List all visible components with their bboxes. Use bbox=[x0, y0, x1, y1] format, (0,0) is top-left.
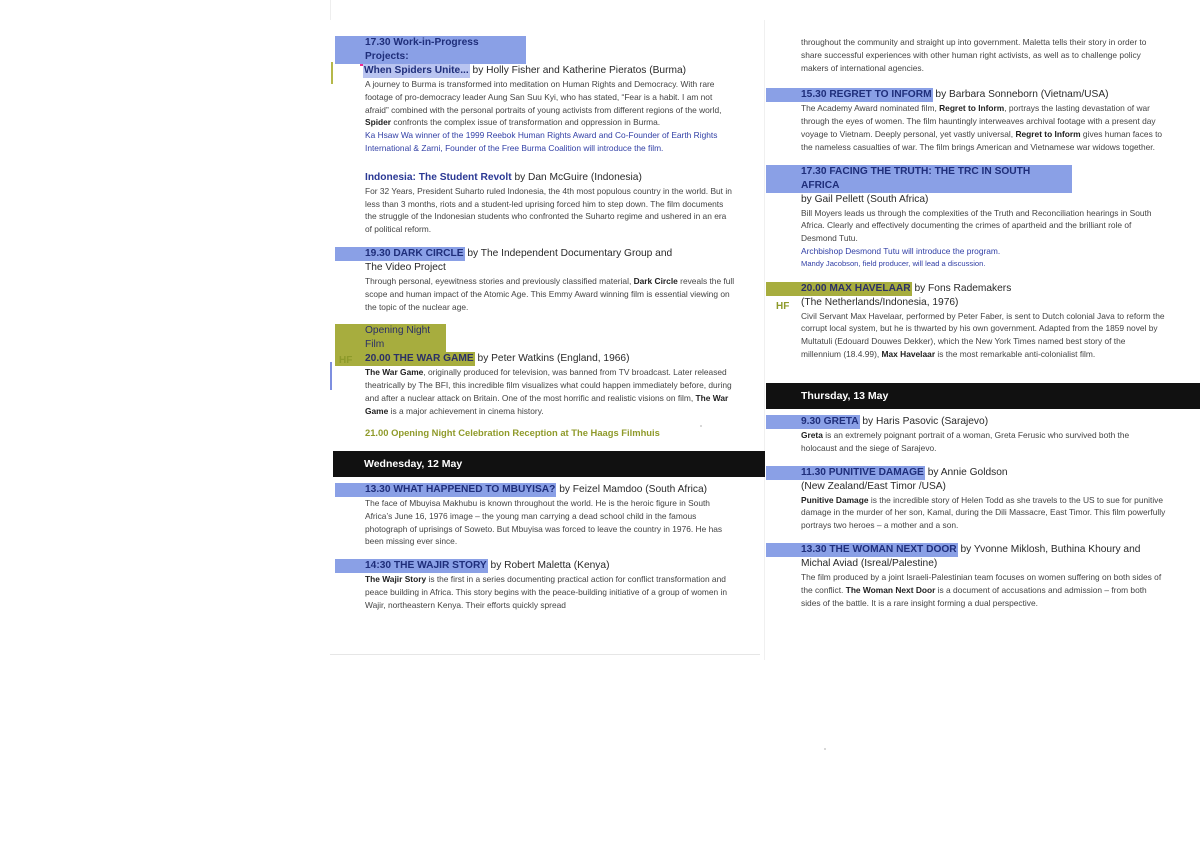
film-introduction: Ka Hsaw Wa winner of the 1999 Reebok Human Rights Award and Co-Founder of Earth Rights International & Zarni, Founder of the Free Burma Coalition will introduce the film. bbox=[365, 130, 718, 153]
film-byline: by Fons Rademakers bbox=[911, 282, 1012, 294]
program-entry bbox=[801, 165, 1166, 271]
program-entry bbox=[801, 466, 1166, 532]
film-byline: by Annie Goldson bbox=[924, 466, 1008, 478]
film-byline-continued: The Video Project bbox=[365, 261, 446, 273]
film-title: 13.30 WHAT HAPPENED TO MBUYISA? bbox=[335, 483, 556, 497]
right-column-lower bbox=[801, 415, 1166, 620]
film-description: Bill Moyers leads us through the complexities of the Truth and Reconciliation hearings in South Africa. Clearly and effectively documenting the crimes of apartheid and the brilliant role of Desmond Tutu. bbox=[801, 207, 1152, 244]
film-description: For 32 Years, President Suharto ruled Indonesia, the 4th most populous country in the world. But in less than 3 months, riots and a student-led uprising forced him to step down. The film documents the struggle of the Indonesian students who confronted the Suharto regime and ushered in an era of political reform. bbox=[365, 185, 732, 235]
program-entry bbox=[801, 88, 1166, 153]
film-byline-continued: Michal Aviad (Isreal/Palestine) bbox=[801, 557, 938, 569]
film-title: 20.00 MAX HAVELAAR bbox=[766, 282, 912, 296]
film-title: When Spiders Unite... bbox=[364, 65, 469, 76]
time-heading: 17.30 Work-in-Progress Projects: bbox=[335, 36, 526, 64]
program-entry bbox=[365, 247, 735, 313]
left-column bbox=[365, 36, 735, 451]
film-title: 15.30 REGRET TO INFORM bbox=[766, 88, 933, 102]
program-entry bbox=[365, 559, 735, 611]
film-description: A journey to Burma is transformed into meditation on Human Rights and Democracy. With rare footage of pro-democracy leader Aung San Suu Kyi, who has stated, “Fear is a habit. I am not afraid” combined with the personal portraits of young activists from different regions of the world, Spider confronts the complex issue of transformation and oppression in Burma. bbox=[365, 79, 722, 128]
venue-badge: HF bbox=[776, 301, 790, 312]
venue-badge: HF bbox=[339, 355, 353, 366]
film-description: Through personal, eyewitness stories and previously classified material, Dark Circle reveals the full scope and human impact of the Atomic Age. This Emmy Award winning film is essential viewing on the topic of the nuclear age. bbox=[365, 275, 735, 312]
film-description: The Wajir Story is the first in a series documenting practical action for conflict transformation and peace building in Africa. This story begins with the peace-building initiative of a group of women in Wajir, northeastern Kenya. Their efforts quickly spread bbox=[365, 574, 728, 610]
film-byline: by Yvonne Miklosh, Buthina Khoury and bbox=[957, 543, 1141, 555]
reception-notice: 21.00 Opening Night Celebration Reception at The Haags Filmhuis bbox=[365, 426, 660, 438]
margin-mark-blue bbox=[330, 362, 332, 390]
program-entry bbox=[801, 282, 1166, 361]
film-description: Punitive Damage is the incredible story of Helen Todd as she travels to the US to sue for punitive damage in the murder of her son, Kamal, during the Dili Massacre, East Timor. This film powerfully portrays two heroes – a mother and a son. bbox=[801, 494, 1166, 531]
film-title: 11.30 PUNITIVE DAMAGE bbox=[766, 466, 925, 480]
program-entry bbox=[365, 483, 735, 548]
film-description: The Academy Award nominated film, Regret to Inform, portrays the lasting devastation of war through the eyes of women. The film hauntingly interweaves archival footage with a present day voyage to Vietnam. Deeply personal, yet vastly universal, Regret to Inform gives human faces to the nameless casualties of war. The film brings American and Vietnamese war widows together. bbox=[801, 103, 1163, 152]
film-title: 13.30 THE WOMAN NEXT DOOR bbox=[766, 543, 958, 557]
program-entry bbox=[365, 324, 735, 439]
scan-speck bbox=[824, 748, 826, 750]
right-column bbox=[801, 36, 1166, 372]
film-byline: by Peter Watkins (England, 1966) bbox=[474, 353, 630, 365]
film-description: The film produced by a joint Israeli-Palestinian team focuses on women suffering on both sides of the conflict. The Woman Next Door is a document of accusations and admission – from both sides of the battle. It is a rare insight forming a dual perspective. bbox=[801, 571, 1162, 608]
film-description: Greta is an extremely poignant portrait of a woman, Greta Ferusic who survived both the holocaust and the siege of Sarajevo. bbox=[801, 430, 1130, 453]
film-byline: by The Independent Documentary Group and bbox=[464, 247, 673, 259]
day-header: Thursday, 13 May bbox=[766, 383, 1200, 409]
film-title: 20.00 THE WAR GAME bbox=[335, 352, 475, 366]
film-title: 9.30 GRETA bbox=[766, 415, 860, 429]
film-introduction: Archbishop Desmond Tutu will introduce the program. bbox=[801, 245, 1001, 256]
film-title: 19.30 DARK CIRCLE bbox=[335, 247, 465, 261]
program-entry bbox=[365, 36, 735, 155]
continued-text: throughout the community and straight up into government. Maletta tells their story in order to share successful experiences with other human right activists, as well as to challenge policy makers of international agencies. bbox=[801, 37, 1147, 73]
film-byline: by Feizel Mamdoo (South Africa) bbox=[556, 484, 707, 495]
film-discussion: Mandy Jacobson, field producer, will lead a discussion. bbox=[801, 258, 986, 268]
film-title: 17.30 FACING THE TRUTH: THE TRC IN SOUTH AFRICA bbox=[766, 165, 1072, 193]
page-fold bbox=[764, 20, 765, 660]
film-byline-continued: (New Zealand/East Timor /USA) bbox=[801, 480, 946, 492]
program-entry bbox=[801, 415, 1166, 455]
film-byline: by Dan McGuire (Indonesia) bbox=[511, 171, 642, 183]
film-title: 14:30 THE WAJIR STORY bbox=[335, 559, 488, 573]
film-byline: by Barbara Sonneborn (Vietnam/USA) bbox=[932, 89, 1109, 101]
film-byline: by Robert Maletta (Kenya) bbox=[487, 560, 610, 572]
film-description: The face of Mbuyisa Makhubu is known throughout the world. He is the heroic figure in South Africa’s June 16, 1976 image – the young man carrying a dead school child in the famous photograph of uprisings of Soweto. But Mbuyisa was forced to leave the country in 1976. He has been missing ever since. bbox=[365, 498, 723, 547]
film-description: Civil Servant Max Havelaar, performed by Peter Faber, is sent to Dutch colonial Java to reform the corrupt local system, but he is thwarted by his own government. Adapted from the 1859 novel by Multatuli (Edouard Douwes Dekker), which the New York Times named best story of the millennium (18.4.99), Max Havelaar is the most remarkable anti-colonialist film. bbox=[801, 310, 1165, 359]
film-byline: by Gail Pellett (South Africa) bbox=[801, 193, 929, 205]
film-description: The War Game, originally produced for television, was banned from TV broadcast. Later released theatrically by The BFI, this incredible film visualizes what could happen immediately before, during and after a nuclear attack on Britain. One of the most horrific and realistic visions on film, The War Game is a major achievement in cinema history. bbox=[365, 367, 732, 416]
program-entry bbox=[801, 543, 1166, 609]
film-byline: by Haris Pasovic (Sarajevo) bbox=[859, 416, 989, 427]
left-column-lower bbox=[365, 483, 735, 623]
program-entry bbox=[365, 171, 735, 236]
paper-edge bbox=[330, 0, 331, 20]
section-heading: Opening Night Film bbox=[335, 324, 446, 352]
film-byline: by Holly Fisher and Katherine Pieratos (Burma) bbox=[469, 65, 687, 76]
scan-speck bbox=[700, 425, 702, 427]
film-title: Indonesia: The Student Revolt bbox=[365, 171, 512, 183]
film-byline-continued: (The Netherlands/Indonesia, 1976) bbox=[801, 296, 959, 308]
paper-edge-bottom bbox=[330, 654, 760, 655]
day-header: Wednesday, 12 May bbox=[333, 451, 765, 477]
margin-mark-green bbox=[331, 62, 333, 84]
